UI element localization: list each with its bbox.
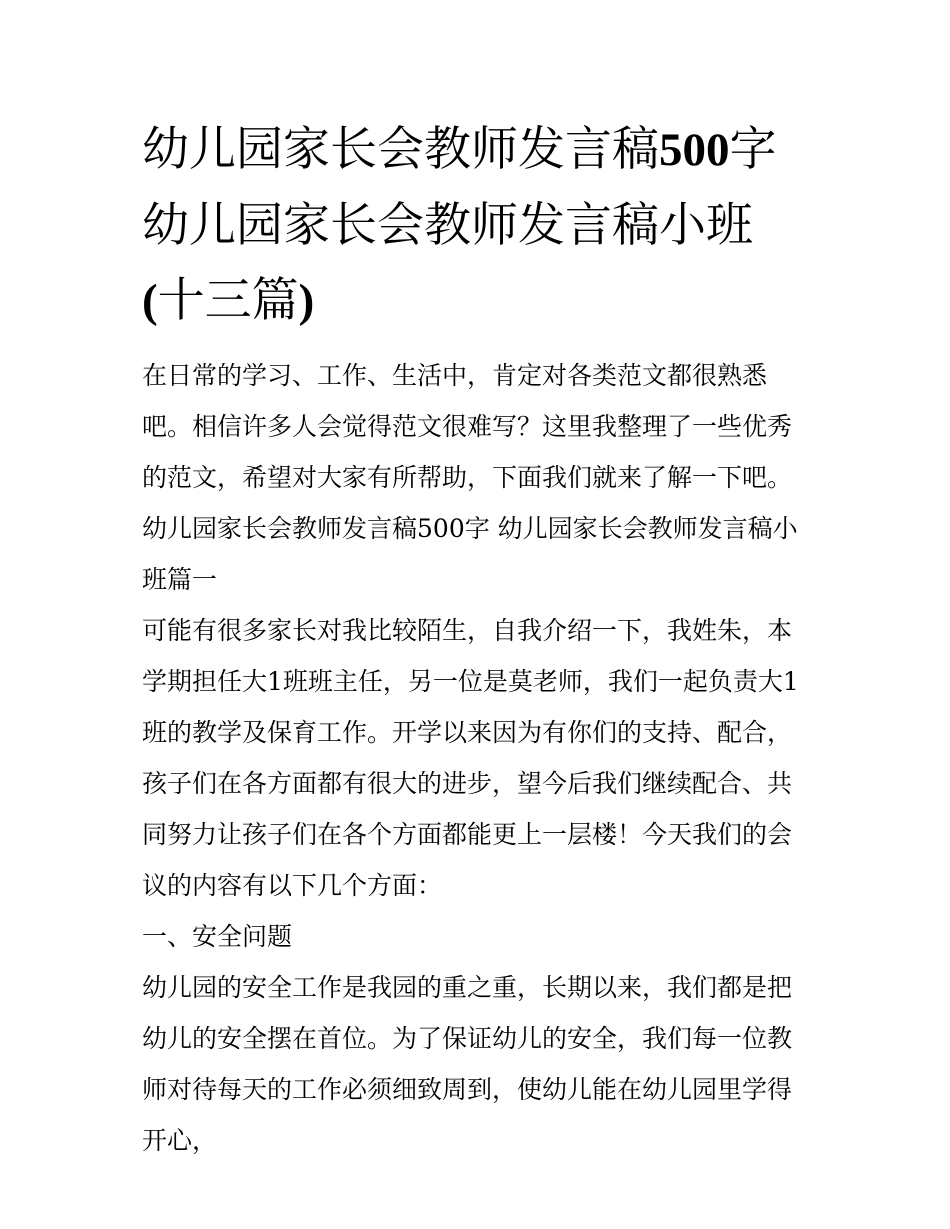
section-heading: 幼儿园家长会教师发言稿500字 幼儿园家长会教师发言稿小班篇一 [142, 514, 798, 594]
document-title: 幼儿园家长会教师发言稿500字 幼儿园家长会教师发言稿小班(十三篇) [142, 122, 777, 328]
document-body [142, 112, 814, 1166]
title-latin-run: 500 [659, 124, 730, 176]
intro-paragraph: 在日常的学习、工作、生活中，肯定对各类范文都很熟悉吧。相信许多人会觉得范文很难写？这里我整理了一些优秀的范文，希望对大家有所帮助，下面我们就来了解一下吧。 [142, 361, 793, 492]
subsection-heading: 一、安全问题 [142, 922, 293, 951]
body-paragraph: 幼儿园的安全工作是我园的重之重，长期以来，我们都是把幼儿的安全摆在首位。为了保证幼儿的安全，我们每一位教师对待每天的工作必须细致周到，使幼儿能在幼儿园里学得开心， [142, 973, 793, 1155]
title-latin-run: ( [142, 275, 158, 327]
title-latin-run: ) [298, 275, 315, 327]
body-paragraph: 可能有很多家长对我比较陌生，自我介绍一下，我姓朱，本学期担任大1班班主任，另一位是莫老师，我们一起负责大1班的教学及保育工作。开学以来因为有你们的支持、配合，孩子们在各方面都有很大的进步，望今后我们继续配合、共同努力让孩子们在各个方面都能更上一层楼！今天我们的会议的内容有以下几个方面： [142, 616, 799, 900]
